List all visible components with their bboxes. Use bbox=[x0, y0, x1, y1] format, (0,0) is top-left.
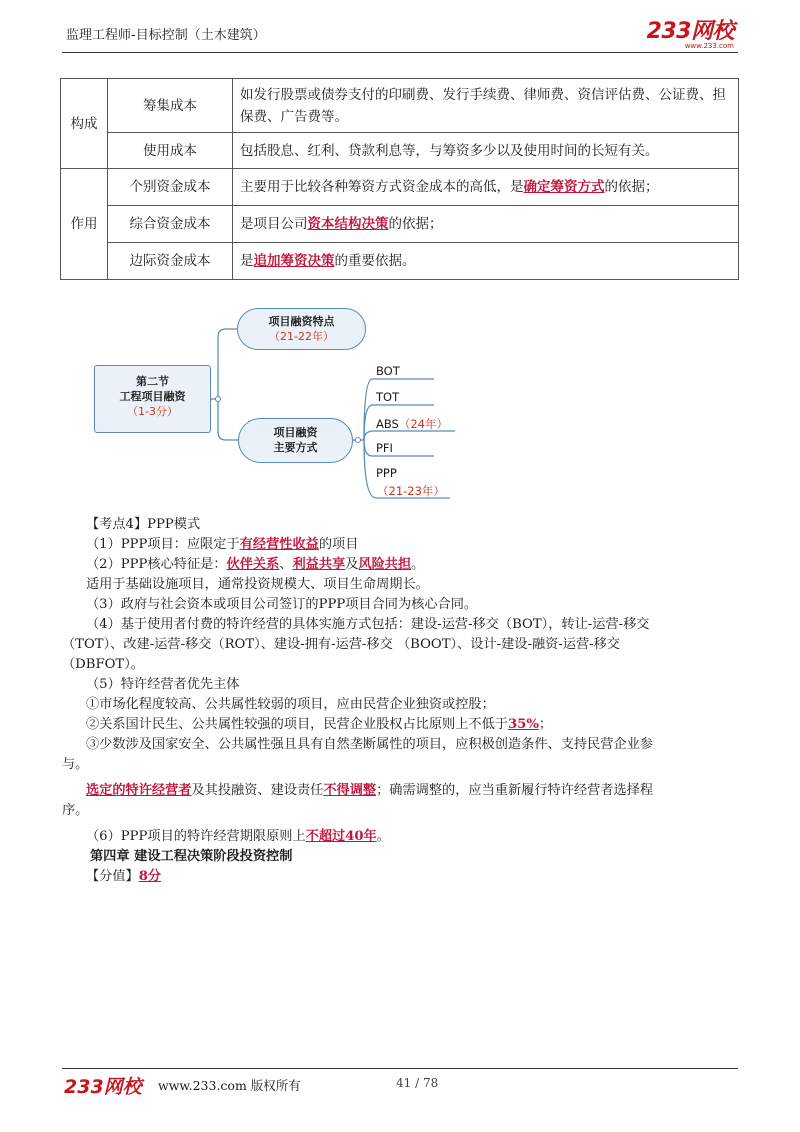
table-description-cell: 是项目公司资本结构决策的依据； bbox=[233, 206, 739, 243]
kp-title: 【考点4】PPP模式 bbox=[86, 517, 201, 532]
highlight-text: 利益共享 bbox=[292, 557, 346, 572]
table-subcategory-cell: 边际资金成本 bbox=[108, 243, 233, 280]
table-subcategory-cell: 综合资金成本 bbox=[108, 206, 233, 243]
mindmap-leaf-ppp: PPP bbox=[376, 466, 397, 480]
highlight-text: 选定的特许经营者 bbox=[86, 783, 192, 798]
table-subcategory-cell: 筹集成本 bbox=[108, 79, 233, 133]
table-description-cell: 如发行股票或债券支付的印刷费、发行手续费、律师费、资信评估费、公证费、担保费、广告费等。 bbox=[233, 79, 739, 133]
highlight-text: 有经营性收益 bbox=[239, 537, 319, 552]
paragraph: （TOT）、改建-运营-移交（ROT）、建设-拥有-运营-移交 （BOOT）、设计-建设-融资-运营-移交 bbox=[62, 637, 620, 652]
paragraph: （DBFOT）。 bbox=[62, 657, 144, 672]
paragraph: （6）PPP项目的特许经营期限原则上不超过40年。 bbox=[86, 829, 390, 844]
highlight-text: 资本结构决策 bbox=[307, 216, 389, 232]
footer-logo: 233网校 bbox=[64, 1076, 142, 1098]
mindmap-root-line1: 第二节 bbox=[136, 375, 169, 388]
paragraph: （3）政府与社会资本或项目公司签订的PPP项目合同为核心合同。 bbox=[86, 597, 478, 612]
paragraph: （1）PPP项目：应限定于有经营性收益的项目 bbox=[86, 537, 359, 552]
mindmap-root-line2: 工程项目融资 bbox=[119, 390, 186, 403]
mindmap-leaf-tot: TOT bbox=[376, 390, 400, 404]
highlight-text: 风险共担 bbox=[358, 557, 412, 572]
mindmap-node-label: 项目融资 bbox=[273, 426, 318, 439]
highlight-text: 伙伴关系 bbox=[226, 557, 280, 572]
mindmap-leaf-bot: BOT bbox=[376, 364, 400, 378]
footer-divider bbox=[62, 1068, 738, 1069]
mindmap-leaf-ppp-years: （21-23年） bbox=[377, 484, 445, 498]
chapter-heading: 第四章 建设工程决策阶段投资控制 bbox=[90, 849, 293, 864]
footer-site: www.233.com 版权所有 bbox=[158, 1078, 301, 1093]
table-description-cell: 包括股息、红利、贷款利息等，与筹资多少以及使用时间的长短有关。 bbox=[233, 133, 739, 169]
mindmap-node-label: 项目融资特点 bbox=[268, 315, 335, 328]
mindmap-leaf-abs-year: （24年） bbox=[398, 417, 448, 431]
table-subcategory-cell: 使用成本 bbox=[108, 133, 233, 169]
mindmap-leaf-abs: ABS（24年） bbox=[376, 417, 448, 431]
table-category-cell: 作用 bbox=[61, 169, 108, 280]
paragraph: 与。 bbox=[62, 757, 89, 772]
brand-logo-text: 233网校 bbox=[646, 19, 734, 44]
highlight-text: 不超过40年 bbox=[305, 829, 377, 844]
paragraph: （4）基于使用者付费的特许经营的具体实施方式包括：建设-运营-移交（BOT），转让-运营-移交 bbox=[86, 617, 650, 632]
mindmap-node-features bbox=[237, 308, 366, 350]
paragraph: 序。 bbox=[62, 803, 89, 818]
paragraph: 选定的特许经营者及其投融资、建设责任不得调整；确需调整的，应当重新履行特许经营者选择程 bbox=[86, 783, 654, 798]
mindmap-root-node bbox=[94, 365, 211, 433]
mindmap-node-years: （21-22年） bbox=[269, 330, 334, 343]
mindmap-node-methods bbox=[238, 418, 353, 463]
table-category-cell: 构成 bbox=[61, 79, 108, 169]
table-subcategory-cell: 个别资金成本 bbox=[108, 169, 233, 206]
document-header-title: 监理工程师-目标控制（土木建筑） bbox=[66, 28, 266, 43]
highlight-text: 确定筹资方式 bbox=[523, 179, 605, 195]
highlight-text: 追加筹资决策 bbox=[253, 253, 335, 269]
mindmap-root-score: （1-3分） bbox=[127, 405, 178, 418]
paragraph: ③少数涉及国家安全、公共属性强且具有自然垄断属性的项目，应积极创造条件、支持民营企业参 bbox=[86, 737, 654, 752]
page-number: 41 / 78 bbox=[396, 1076, 439, 1090]
paragraph: （2）PPP核心特征是：伙伴关系、利益共享及风险共担。 bbox=[86, 557, 425, 572]
score-line: 【分值】8分 bbox=[86, 869, 162, 884]
table-description-cell: 主要用于比较各种筹资方式资金成本的高低，是确定筹资方式的依据； bbox=[233, 169, 739, 206]
highlight-text: 8分 bbox=[138, 869, 162, 884]
table-description-cell: 是追加筹资决策的重要依据。 bbox=[233, 243, 739, 280]
paragraph: ①市场化程度较高、公共属性较弱的项目，应由民营企业独资或控股； bbox=[86, 697, 495, 712]
body-text bbox=[62, 515, 738, 887]
highlight-text: 不得调整 bbox=[323, 783, 377, 798]
highlight-text: 35% bbox=[508, 717, 539, 732]
paragraph: （5）特许经营者优先主体 bbox=[86, 677, 240, 692]
paragraph: 适用于基础设施项目，通常投资规模大、项目生命周期长。 bbox=[86, 577, 429, 592]
brand-logo-url: www.233.com bbox=[684, 42, 734, 50]
mindmap-node-label: 主要方式 bbox=[273, 441, 318, 454]
paragraph: ②关系国计民生、公共属性较强的项目，民营企业股权占比原则上不低于35%； bbox=[86, 717, 553, 732]
mindmap-leaf-pfi: PFI bbox=[376, 441, 393, 455]
